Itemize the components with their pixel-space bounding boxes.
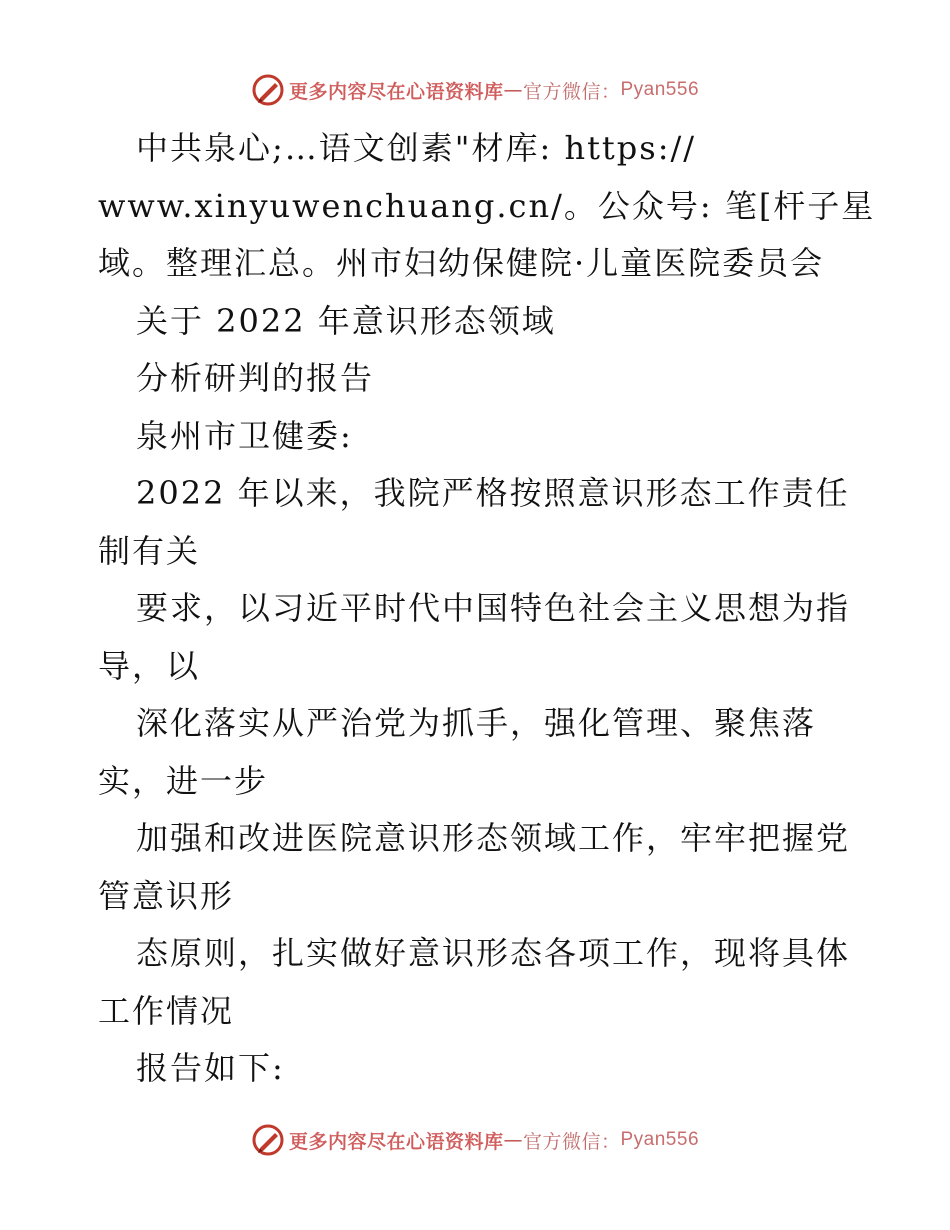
document-body [98, 120, 898, 1098]
paragraph-line: 导，以 [98, 646, 201, 685]
watermark-dash: — [503, 79, 523, 101]
text-line: 中共泉心;…语文创素"材库: https:// [136, 129, 697, 167]
paragraph-line: 管意识形 [98, 876, 235, 915]
watermark-wechat-id: Pyan556 [620, 79, 700, 100]
watermark-sub-text: 官方微信： [522, 1130, 621, 1153]
watermark-wechat-id: Pyan556 [620, 1129, 700, 1150]
recipient-line: 泉州市卫健委: [136, 416, 353, 455]
watermark-sub-text: 官方微信： [522, 80, 621, 103]
paragraph-line: 要求，以习近平时代中国特色社会主义思想为指 [136, 589, 851, 627]
paragraph-line: 深化落实从严治党为抓手，强化管理、聚焦落 [136, 704, 817, 742]
paragraph-line: 实，进一步 [98, 761, 269, 800]
pen-logo-icon [251, 73, 285, 107]
text-line: 域。整理汇总。州市妇幼保健院·儿童医院委员会 [98, 244, 825, 282]
pen-logo-icon [251, 1123, 285, 1157]
watermark-main-text: 更多内容尽在心语资料库 [288, 1130, 504, 1153]
paragraph-line: 态原则，扎实做好意识形态各项工作，现将具体 [136, 934, 851, 972]
watermark-header [0, 70, 950, 110]
document-title-line-2: 分析研判的报告 [136, 359, 375, 397]
watermark-dash: — [503, 1129, 523, 1151]
document-title-line-1: 关于 2022 年意识形态领域 [136, 301, 556, 340]
paragraph-line: 加强和改进医院意识形态领域工作，牢牢把握党 [136, 819, 851, 857]
paragraph-line: 工作情况 [98, 991, 235, 1030]
paragraph-line: 制有关 [98, 531, 201, 570]
paragraph-line: 2022 年以来，我院严格按照意识形态工作责任 [136, 474, 850, 512]
watermark-main-text: 更多内容尽在心语资料库 [288, 80, 504, 103]
watermark-footer [0, 1120, 950, 1160]
text-line: www.xinyuwenchuang.cn/。公众号: 笔[杆子星 [98, 186, 876, 225]
paragraph-line: 报告如下: [136, 1049, 285, 1087]
